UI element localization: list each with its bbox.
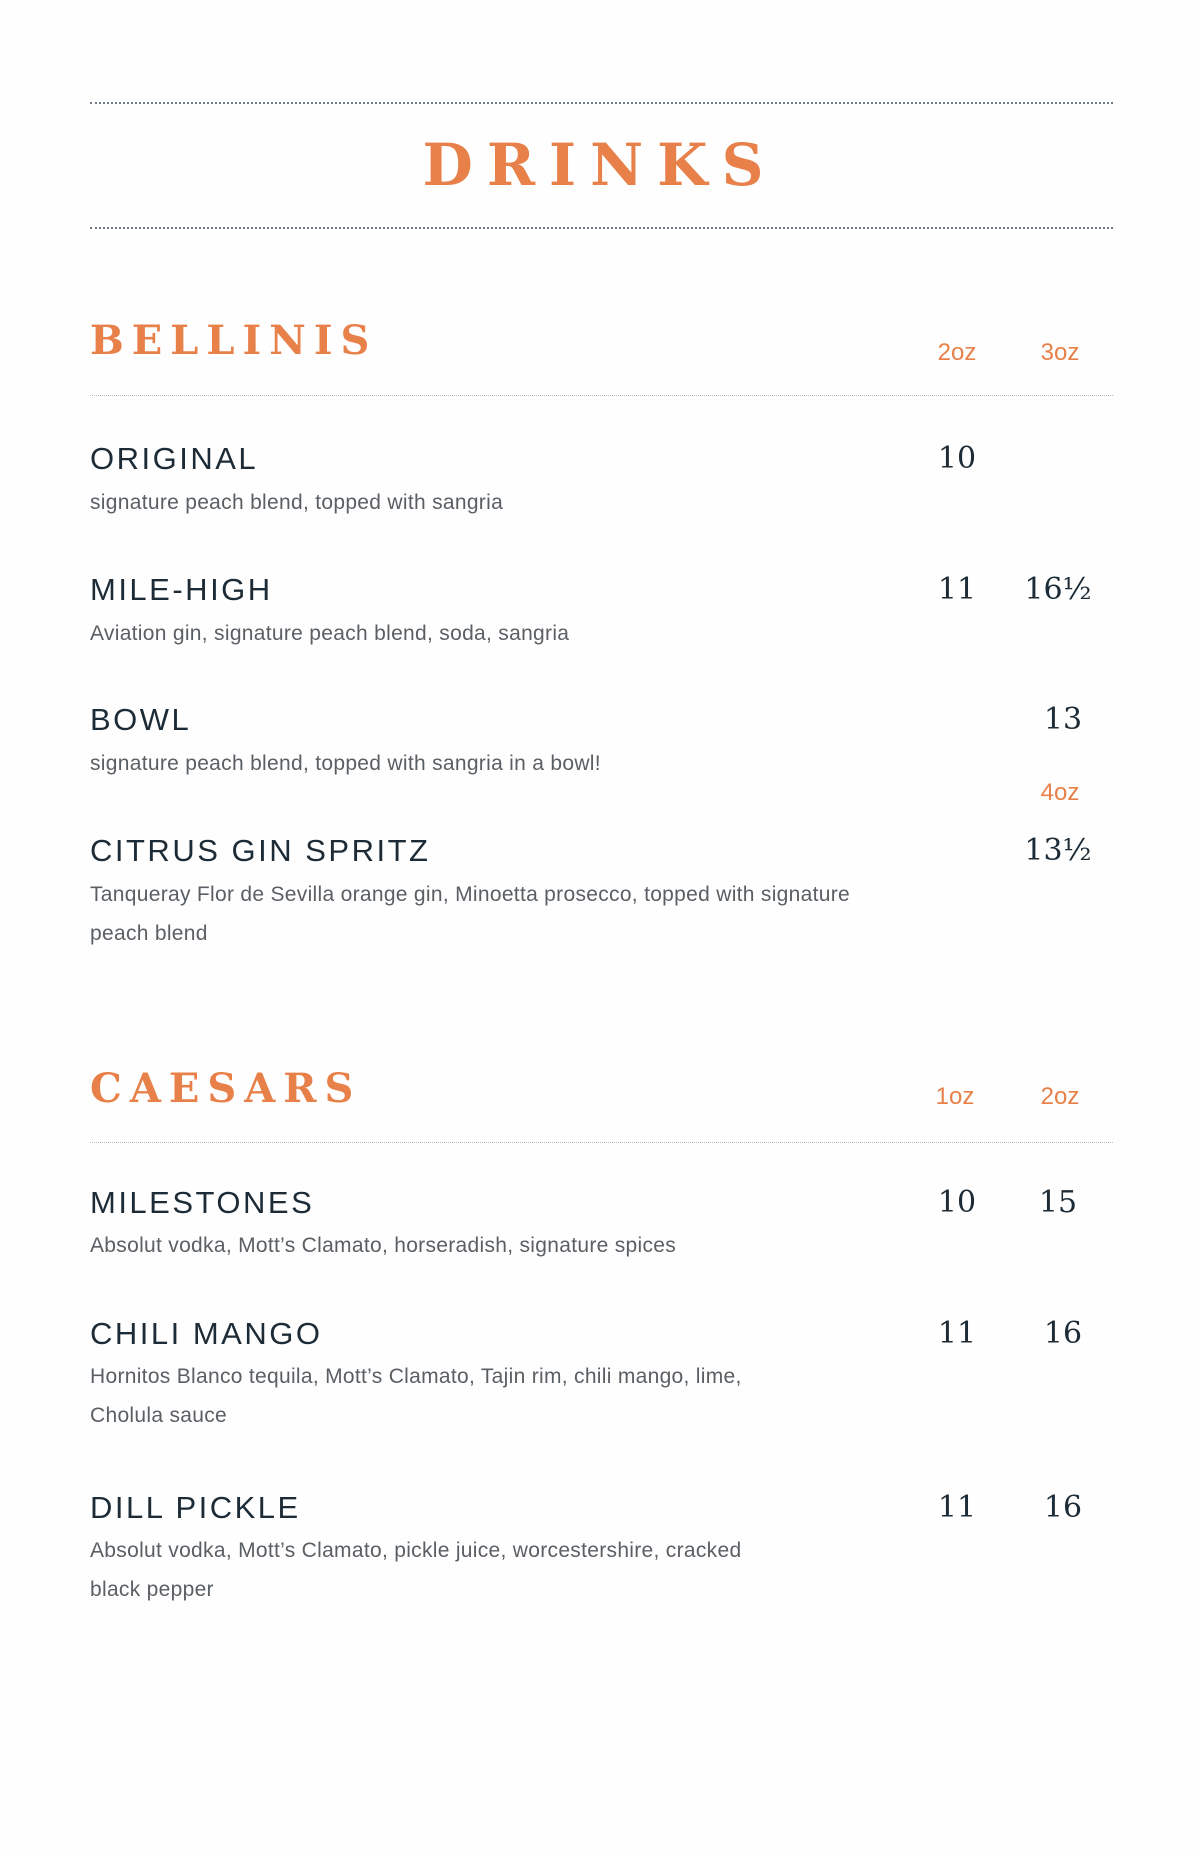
item-price-2oz: 15 — [1038, 1185, 1078, 1220]
item-name: CITRUS GIN SPRITZ — [90, 833, 431, 868]
item-price-1oz: 11 — [937, 1316, 977, 1351]
size-label-2oz: 2oz — [1040, 1083, 1080, 1110]
section-heading-caesars: CAESARS — [90, 1065, 362, 1112]
section-heading-bellinis: BELLINIS — [90, 317, 378, 364]
item-name: MILESTONES — [90, 1185, 315, 1220]
size-label-2oz: 2oz — [937, 339, 977, 366]
title-divider — [90, 227, 1113, 229]
top-divider — [90, 102, 1113, 104]
caesars-divider — [90, 1142, 1113, 1143]
item-price-2oz: 16 — [1043, 1316, 1083, 1351]
item-name: ORIGINAL — [90, 441, 259, 476]
item-price-1oz: 10 — [937, 1185, 977, 1220]
item-description: signature peach blend, topped with sangria in a bowl! — [90, 752, 601, 775]
item-price-2oz: 10 — [937, 441, 977, 476]
item-name: CHILI MANGO — [90, 1316, 323, 1351]
item-name: BOWL — [90, 702, 192, 737]
bellinis-divider — [90, 395, 1113, 396]
item-price-3oz: 16½ — [1024, 572, 1092, 607]
item-price-3oz: 13 — [1043, 702, 1083, 737]
item-price-2oz: 11 — [937, 572, 977, 607]
item-price-1oz: 11 — [937, 1490, 977, 1525]
item-description: Tanqueray Flor de Sevilla orange gin, Minoetta prosecco, topped with signature peach blend — [90, 883, 850, 945]
page-title: DRINKS — [422, 131, 778, 199]
size-label-4oz: 4oz — [1040, 779, 1080, 806]
item-price-2oz: 16 — [1043, 1490, 1083, 1525]
item-description: Hornitos Blanco tequila, Mott’s Clamato, Tajin rim, chili mango, lime, Cholula sauce — [90, 1365, 742, 1427]
item-description: Aviation gin, signature peach blend, soda, sangria — [90, 622, 570, 645]
item-description: Absolut vodka, Mott’s Clamato, horseradish, signature spices — [90, 1234, 677, 1257]
item-description: signature peach blend, topped with sangria — [90, 491, 504, 514]
item-description: Absolut vodka, Mott’s Clamato, pickle juice, worcestershire, cracked black pepper — [90, 1539, 742, 1601]
item-name: MILE-HIGH — [90, 572, 273, 607]
item-price-4oz: 13½ — [1024, 833, 1092, 868]
item-name: DILL PICKLE — [90, 1490, 301, 1525]
size-label-3oz: 3oz — [1040, 339, 1080, 366]
size-label-1oz: 1oz — [935, 1083, 975, 1110]
